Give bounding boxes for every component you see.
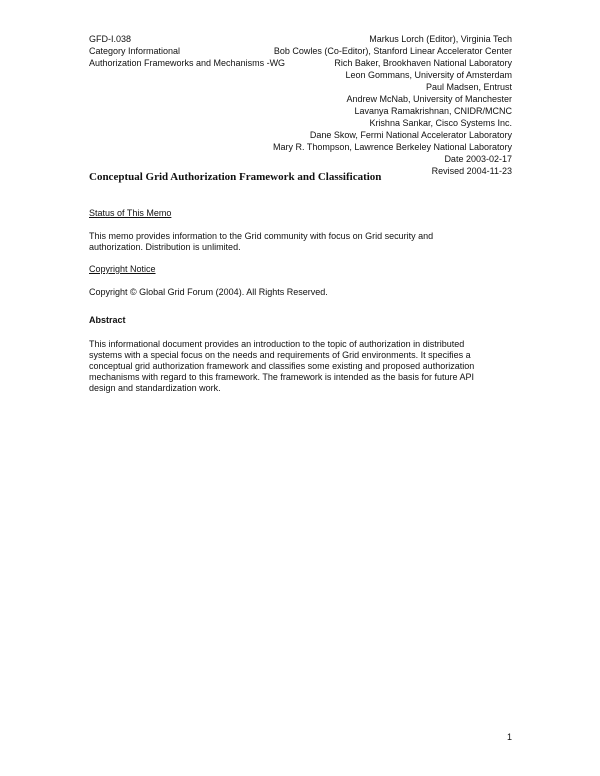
status-heading: Status of This Memo — [89, 208, 172, 218]
author-line: Mary R. Thompson, Lawrence Berkeley National Laboratory — [273, 142, 512, 152]
author-line: Lavanya Ramakrishnan, CNIDR/MCNC — [354, 106, 512, 116]
abstract-line: design and standardization work. — [89, 383, 221, 393]
abstract-line: mechanisms with regard to this framework. The framework is intended as the basis for future API — [89, 372, 475, 382]
document-title: Conceptual Grid Authorization Framework and Classification — [89, 171, 382, 183]
page-number: 1 — [506, 732, 512, 742]
author-line: Andrew McNab, University of Manchester — [346, 94, 512, 104]
copyright-text: Copyright © Global Grid Forum (2004). All Rights Reserved. — [89, 287, 328, 297]
doc-date: Date 2003-02-17 — [444, 154, 512, 164]
author-line: Rich Baker, Brookhaven National Laboratory — [334, 58, 512, 68]
doc-category: Category Informational — [89, 46, 181, 56]
abstract-line: This informational document provides an introduction to the topic of authorization in distributed — [89, 339, 465, 349]
author-line: Krishna Sankar, Cisco Systems Inc. — [369, 118, 512, 128]
status-line: This memo provides information to the Grid community with focus on Grid security and — [89, 231, 434, 241]
doc-id: GFD-I.038 — [89, 34, 132, 44]
doc-revised-date: Revised 2004-11-23 — [431, 166, 512, 176]
status-paragraph — [89, 231, 519, 253]
status-line: authorization. Distribution is unlimited. — [89, 242, 241, 252]
author-line: Bob Cowles (Co-Editor), Stanford Linear Accelerator Center — [273, 46, 512, 56]
copyright-heading: Copyright Notice — [89, 264, 156, 274]
doc-working-group: Authorization Frameworks and Mechanisms -WG — [89, 58, 286, 68]
author-line: Markus Lorch (Editor), Virginia Tech — [369, 34, 512, 44]
author-line: Leon Gommans, University of Amsterdam — [345, 70, 512, 80]
abstract-paragraph — [89, 339, 519, 394]
author-line: Dane Skow, Fermi National Accelerator Laboratory — [309, 130, 512, 140]
abstract-line: conceptual grid authorization framework and classifies some existing and proposed authorization — [89, 361, 475, 371]
abstract-heading: Abstract — [89, 315, 126, 325]
author-line: Paul Madsen, Entrust — [425, 82, 512, 92]
abstract-line: systems with a special focus on the needs and requirements of Grid environments. It specifies a — [89, 350, 471, 360]
